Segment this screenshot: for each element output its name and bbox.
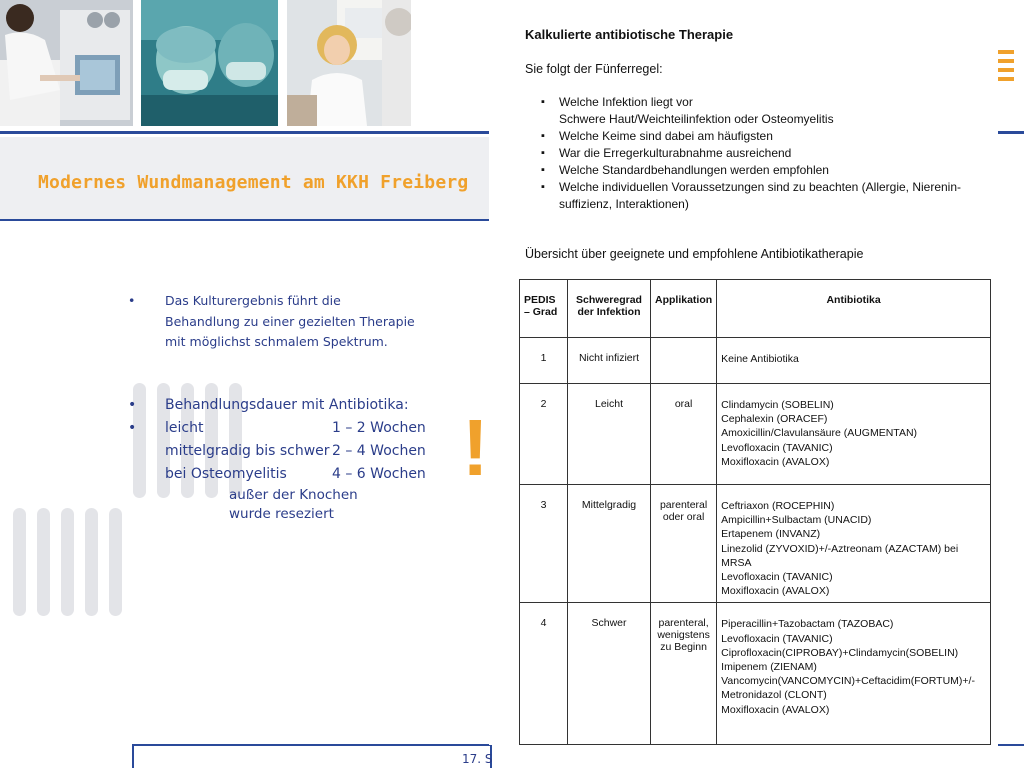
footer-text: 17. S — [462, 752, 493, 766]
table-row: 1 Nicht infiziert Keine Antibiotika — [520, 338, 991, 384]
duration-label-moderate: mittelgradig bis schwer — [165, 443, 330, 459]
exception-line-1: außer der Knochen — [229, 487, 358, 503]
rule-item: ▪ Welche Infektion liegt vor Schwere Haut/Weichteilinfektion oder Osteomyelitis — [541, 94, 981, 128]
table-header-row — [520, 280, 991, 338]
decorative-bar — [61, 508, 74, 616]
rule-item: ▪ Welche Keime sind dabei am häufigsten — [541, 128, 981, 145]
exception-line-2: wurde reseziert — [229, 506, 334, 522]
header-application: Applikation — [651, 280, 717, 338]
header-pedis: PEDIS – Grad — [520, 280, 568, 338]
culture-result-text: Das Kulturergebnis führt die Behandlung zu einer gezielten Therapie mit möglichst schmalem Spektrum. — [165, 293, 415, 349]
five-rules-list — [541, 94, 981, 213]
duration-label-osteomyelitis: bei Osteomyelitis — [165, 466, 287, 482]
scan-subtitle: Übersicht über geeignete und empfohlene Antibiotikatherapie — [525, 247, 864, 261]
bullet-marker: • — [128, 293, 136, 308]
doctor-consultation-photo — [287, 0, 411, 126]
exclamation-mark: ! — [462, 403, 489, 492]
scanned-document — [489, 0, 998, 745]
duration-value-osteomyelitis: 4 – 6 Wochen — [332, 466, 426, 482]
decorative-bar — [109, 508, 122, 616]
duration-heading: Behandlungsdauer mit Antibiotika: — [165, 397, 409, 413]
orange-lines-icon — [998, 50, 1014, 86]
table-row: 2 Leicht oral Clindamycin (SOBELIN) Cephalexin (ORACEF) Amoxicillin/Clavulansäure (AUGMENTAN) Levofloxacin (TAVANIC) Moxifloxacin (AVALOX) — [520, 384, 991, 485]
rule-item: ▪ Welche Standardbehandlungen werden empfohlen — [541, 162, 981, 179]
slide-title: Modernes Wundmanagement am KKH Freiberg — [38, 172, 469, 193]
rule-item: ▪ War die Erregerkulturabnahme ausreichend — [541, 145, 981, 162]
duration-label-mild: leicht — [165, 420, 204, 436]
scan-title: Kalkulierte antibiotische Therapie — [525, 27, 734, 42]
decorative-bar — [85, 508, 98, 616]
rule-item: ▪ Welche individuellen Voraussetzungen sind zu beachten (Allergie, Nierenin- suffizienz, Interaktionen) — [541, 179, 981, 213]
decorative-bar — [37, 508, 50, 616]
header-divider-right — [998, 131, 1024, 134]
header-divider — [0, 131, 489, 134]
header-severity: Schweregrad der Infektion — [568, 280, 651, 338]
duration-value-moderate: 2 – 4 Wochen — [332, 443, 426, 459]
surgeons-photo — [141, 0, 278, 126]
table-row: 4 Schwer parenteral, wenigstens zu Beginn Piperacillin+Tazobactam (TAZOBAC) Levofloxacin (TAVANIC) Ciprofloxacin(CIPROBAY)+Clindamycin(SOBELIN) Imipenem (ZIENAM) Vancomycin(VANCOMYCIN)+Ceftacidim(FORTUM)+/- Metronidazol (CLONT) Moxifloxacin (AVALOX) — [520, 603, 991, 745]
lab-equipment-photo — [0, 0, 133, 126]
duration-value-mild: 1 – 2 Wochen — [332, 420, 426, 436]
footer-box — [132, 744, 492, 768]
table-row: 3 Mittelgradig parenteral oder oral Ceftriaxon (ROCEPHIN) Ampicillin+Sulbactam (UNACID) Ertapenem (INVANZ) Linezolid (ZYVOXID)+/-Aztreonam (AZACTAM) bei MRSA Levofloxacin (TAVANIC) Moxifloxacin (AVALOX) — [520, 485, 991, 603]
scan-intro: Sie folgt der Fünferregel: — [525, 62, 663, 76]
footer-divider-right — [998, 744, 1024, 746]
bullet-marker: • — [128, 420, 137, 436]
antibiotics-table — [519, 279, 991, 745]
decorative-bar — [13, 508, 26, 616]
bullet-marker: • — [128, 397, 137, 413]
header-antibiotics: Antibiotika — [717, 280, 991, 338]
